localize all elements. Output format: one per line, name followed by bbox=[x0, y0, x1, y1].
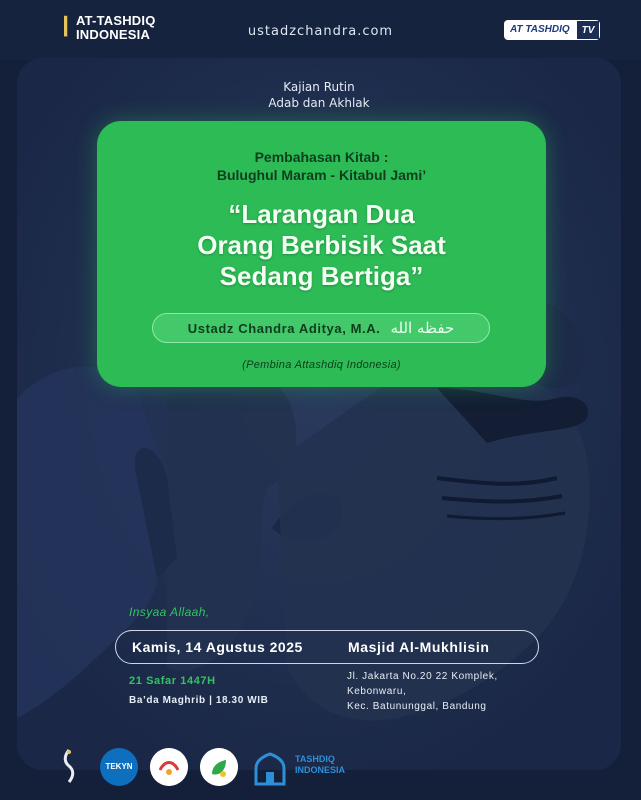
tekyn-logo: TEKYN bbox=[100, 748, 138, 786]
tashdiq-emblem-icon: ﺍ bbox=[62, 13, 70, 43]
mosque-icon bbox=[250, 748, 290, 786]
website-url: ustadzchandra.com bbox=[247, 24, 394, 39]
hijri-date: 21 Safar 1447H bbox=[129, 675, 216, 687]
event-date: Kamis, 14 Agustus 2025 bbox=[132, 639, 303, 655]
tashdiq-sponsor-line2: INDONESIA bbox=[295, 765, 346, 775]
address-line1: Jl. Jakarta No.20 22 Komplek, bbox=[347, 671, 498, 682]
brand-name-line2: INDONESIA bbox=[76, 27, 151, 42]
series-label: Kajian Rutin bbox=[283, 80, 355, 94]
speaker-name: Ustadz Chandra Aditya, M.A. bbox=[187, 320, 381, 336]
title-card bbox=[97, 121, 546, 387]
speaker-role: (Pembina Attashdiq Indonesia) bbox=[242, 359, 401, 371]
kitab-name: Bulughul Maram - Kitabul Jami’ bbox=[216, 167, 427, 183]
speaker-pill bbox=[152, 313, 490, 343]
event-venue: Masjid Al-Mukhlisin bbox=[348, 639, 490, 655]
sponsor-logos bbox=[60, 748, 360, 788]
kitab-label: Pembahasan Kitab : bbox=[254, 149, 389, 165]
address-line2: Kebonwaru, bbox=[347, 686, 407, 697]
tv-badge-tv: TV bbox=[576, 20, 601, 40]
at-tashdiq-tv-badge bbox=[504, 20, 600, 40]
tashdiq-sponsor-text bbox=[295, 754, 345, 776]
tv-badge-label: AT TASHDIQ bbox=[504, 20, 576, 40]
sponsor-logo-4 bbox=[200, 748, 238, 786]
tashdiq-emblem-icon bbox=[60, 748, 78, 784]
event-time: Ba’da Maghrib | 18.30 WIB bbox=[129, 695, 269, 706]
brand-name-line1: AT-TASHDIQ bbox=[76, 13, 156, 28]
lecture-title-line1: “Larangan Dua bbox=[228, 199, 415, 229]
series-topic: Adab dan Akhlak bbox=[268, 96, 370, 110]
lecture-title-line3: Sedang Bertiga” bbox=[219, 261, 424, 291]
speaker-honorific: حفظه الله bbox=[390, 319, 455, 337]
sponsor-logo-3 bbox=[150, 748, 188, 786]
address-line3: Kec. Batununggal, Bandung bbox=[347, 701, 487, 712]
tashdiq-sponsor-line1: TASHDIQ bbox=[295, 754, 335, 764]
opening-phrase: Insyaa Allaah, bbox=[129, 605, 210, 619]
date-venue-pill bbox=[115, 630, 539, 664]
event-poster bbox=[17, 58, 621, 770]
lecture-title-line2: Orang Berbisik Saat bbox=[197, 230, 446, 260]
top-header bbox=[0, 0, 641, 60]
